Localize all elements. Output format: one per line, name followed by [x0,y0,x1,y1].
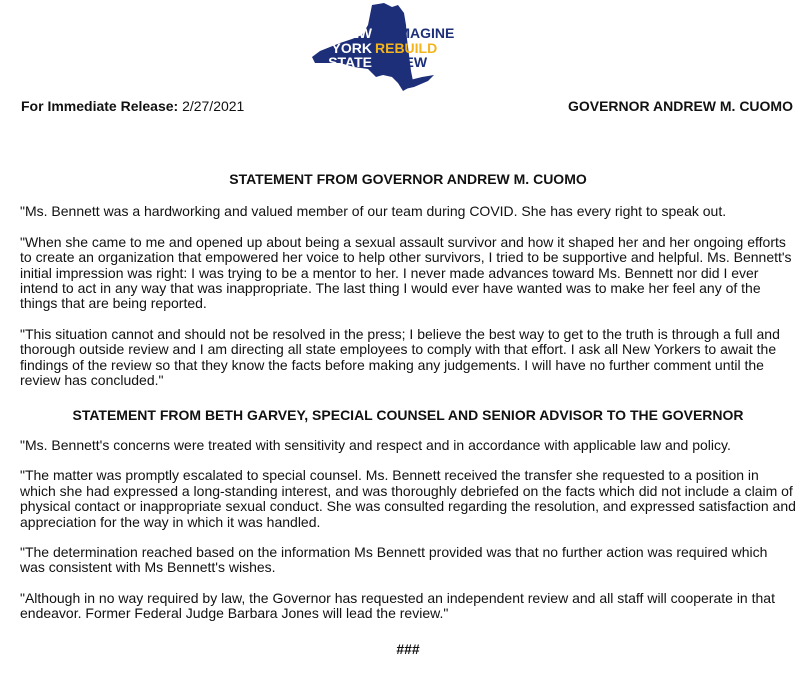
governor-name: GOVERNOR ANDREW M. CUOMO [567,98,793,114]
statement1-heading: STATEMENT FROM GOVERNOR ANDREW M. CUOMO [229,171,587,187]
ny-state-logo [310,3,510,93]
release-date: 2/27/2021 [182,98,245,114]
release-line [21,97,244,115]
logo-reimagine-text: REIMAGINE [375,25,455,41]
statement1-paragraph-3: "This situation cannot and should not be resolved in the press; I believe the best way to get to the truth is through a full and thorough outside review and I am directing all state employees to comply with that effort. I ask all New Yorkers to await the findings of the review so that they know the facts before making any judgements. I will have no further comment until the review has concluded." [20,325,780,389]
press-release-body [20,172,796,657]
statement2-paragraph-2: "The matter was promptly escalated to special counsel. Ms. Bennett received the transfer she requested to a position in which she had expressed a long-standing interest, and was thoroughly debriefed on the facts which did not include a claim of physical contact or inappropriate sexual conduct. She was consulted regarding the resolution, and expressed satisfaction and appreciation for the way in which it was handled. [20,467,796,530]
ny-state-logo-graphic [310,3,510,93]
logo-state-text: STATE [328,54,372,70]
logo-york-text: YORK [331,40,372,56]
statement2-paragraph-1: "Ms. Bennett's concerns were treated with sensitivity and respect and in accordance with applicable law and policy. [20,436,731,453]
logo-renew-text: RENEW [375,54,428,70]
statement2-paragraph-4: "Although in no way required by law, the Governor has requested an independent review and all staff will cooperate in that endeavor. Former Federal Judge Barbara Jones will lead the review." [20,589,775,622]
release-label: For Immediate Release: [21,98,179,114]
logo-rebuild-text: REBUILD [375,40,438,56]
logo-new-text: NEW [339,25,372,41]
statement1-paragraph-1: "Ms. Bennett was a hardworking and valued member of our team during COVID. She has every right to speak out. [20,203,727,220]
statement2-paragraph-3: "The determination reached based on the information Ms Bennett provided was that no further action was required which was consistent with Ms Bennett's wishes. [20,543,768,576]
statement2-heading: STATEMENT FROM BETH GARVEY, SPECIAL COUNSEL AND SENIOR ADVISOR TO THE GOVERNOR [72,407,744,424]
end-mark: ### [396,640,420,657]
statement1-paragraph-2: "When she came to me and opened up about being a sexual assault survivor and how it shaped her and her ongoing efforts to create an organization that empowered her voice to help other survivors, I tried to be supportive and helpful. Ms. Bennett's initial impression was right: I was trying to be a mentor to her. I never made advances toward Ms. Bennett nor did I ever intend to act in any way that was inappropriate. The last thing I would ever have wanted was to make her feel any of the things that are being reported. [20,233,792,312]
